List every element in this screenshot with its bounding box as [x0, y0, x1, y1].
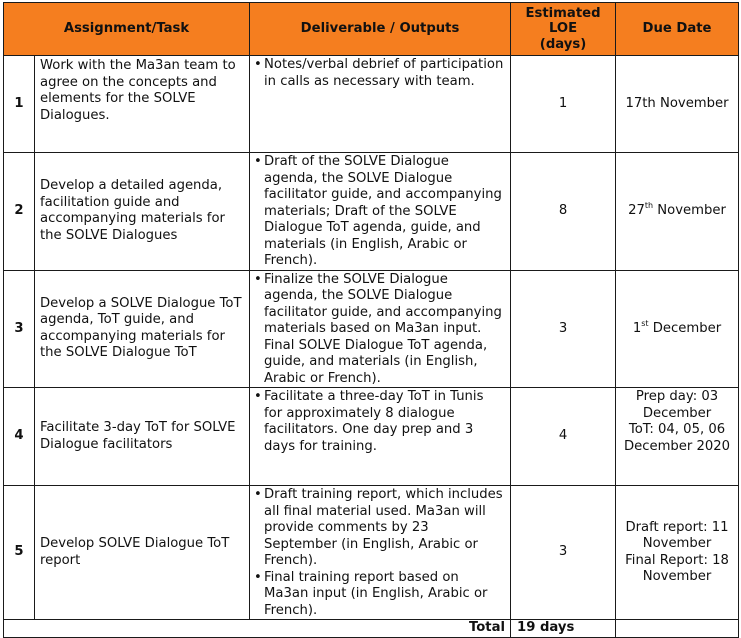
deliverable-item: • Facilitate a three-day ToT in Tunis for approximately 8 dialogue facilitators. One day prep and 3 days for training. — [254, 389, 484, 454]
deliverable-item: • Draft training report, which includes all final material used. Ma3an will provide comments by 23 September (in English, Arabic or French). — [254, 487, 503, 568]
bullet-icon: • — [254, 569, 262, 585]
bullet-icon: • — [254, 57, 262, 72]
tor-table — [3, 2, 739, 638]
deliverable-cell — [250, 56, 511, 153]
row-number: 2 — [4, 153, 35, 271]
total-row — [4, 620, 739, 638]
header-loe-line-1: Estimated — [525, 5, 601, 21]
total-label: Total — [4, 620, 511, 638]
row-number: 3 — [4, 270, 35, 388]
header-loe-line-2: LOE — [548, 21, 578, 37]
table-row — [4, 56, 739, 153]
row-number: 1 — [4, 56, 35, 153]
bullet-icon: • — [254, 487, 262, 502]
due-date-line: Draft report: 11 November — [625, 519, 729, 551]
loe-cell: 3 — [511, 270, 616, 388]
due-date-line: Prep day: 03 December — [635, 389, 719, 421]
bullet-icon: • — [254, 154, 262, 169]
due-date-line: Final Report: 18 November — [625, 552, 729, 584]
due-date-line: ToT: 04, 05, 06 December 2020 — [623, 422, 731, 454]
task-cell: Develop a detailed agenda, facilitation guide and accompanying materials for the SOLVE Dialogues — [35, 153, 250, 271]
task-cell: Develop SOLVE Dialogue ToT report — [35, 486, 250, 620]
deliverable-item: • Draft of the SOLVE Dialogue agenda, the SOLVE Dialogue facilitator guide, and accompanying materials; Draft of the SOLVE Dialogue ToT agenda, guide, and materials (in English, Arabic or French). — [254, 154, 502, 268]
due-date-cell: 27th November — [616, 153, 739, 271]
due-date-cell — [616, 388, 739, 486]
loe-cell: 8 — [511, 153, 616, 271]
task-cell: Develop a SOLVE Dialogue ToT agenda, ToT guide, and accompanying materials for the SOLVE Dialogue ToT — [35, 270, 250, 388]
total-empty-cell — [616, 620, 739, 638]
loe-cell: 4 — [511, 388, 616, 486]
header-due-date: Due Date — [616, 3, 739, 56]
deliverable-cell — [250, 486, 511, 620]
deliverable-cell — [250, 388, 511, 486]
loe-cell: 3 — [511, 486, 616, 620]
header-loe-line-3: (days) — [539, 36, 587, 52]
deliverable-item: • Final training report based on Ma3an input (in English, Arabic or French). — [254, 569, 488, 618]
deliverable-item: • Finalize the SOLVE Dialogue agenda, the SOLVE Dialogue facilitator guide, and accompanying materials based on Ma3an input. Final SOLVE Dialogue ToT agenda, guide, and materials (in English, Arabic or French). — [254, 271, 502, 386]
task-cell: Facilitate 3-day ToT for SOLVE Dialogue facilitators — [35, 388, 250, 486]
deliverable-cell — [250, 270, 511, 388]
header-row — [4, 3, 739, 56]
header-task: Assignment/Task — [4, 3, 250, 56]
loe-cell: 1 — [511, 56, 616, 153]
row-number: 5 — [4, 486, 35, 620]
bullet-icon: • — [254, 389, 262, 404]
deliverable-item: • Notes/verbal debrief of participation in calls as necessary with team. — [254, 57, 504, 89]
due-date-cell — [616, 486, 739, 620]
task-cell: Work with the Ma3an team to agree on the concepts and elements for the SOLVE Dialogues. — [35, 56, 250, 153]
due-date-cell: 1st December — [616, 270, 739, 388]
bullet-icon: • — [254, 271, 262, 287]
due-date-cell: 17th November — [616, 56, 739, 153]
table-row — [4, 270, 739, 388]
table-row — [4, 486, 739, 620]
table-row — [4, 388, 739, 486]
header-deliverable: Deliverable / Outputs — [250, 3, 511, 56]
deliverable-cell — [250, 153, 511, 271]
total-value: 19 days — [511, 620, 616, 638]
row-number: 4 — [4, 388, 35, 486]
table-row — [4, 153, 739, 271]
header-loe — [511, 3, 616, 56]
